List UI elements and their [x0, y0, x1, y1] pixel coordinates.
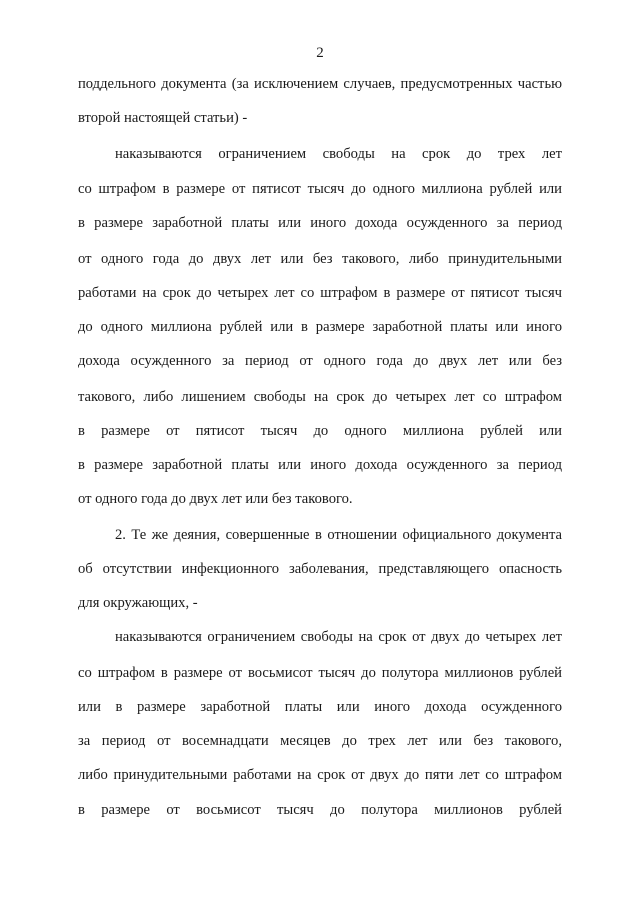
text-line: такового, либо лишением свободы на срок до четырех лет со штрафом [78, 389, 562, 405]
text-line: до одного миллиона рублей или в размере заработной платы или иного [78, 319, 562, 335]
text-line: поддельного документа (за исключением случаев, предусмотренных частью [78, 76, 562, 92]
text-line: в размере заработной платы или иного дохода осужденного за период [78, 457, 562, 473]
text-line: со штрафом в размере от пятисот тысяч до одного миллиона рублей или [78, 181, 562, 197]
text-line: в размере заработной платы или иного дохода осужденного за период [78, 215, 562, 231]
text-line: со штрафом в размере от восьмисот тысяч до полутора миллионов рублей [78, 665, 562, 681]
text-line: в размере от пятисот тысяч до одного миллиона рублей или [78, 423, 562, 439]
text-line: об отсутствии инфекционного заболевания, представляющего опасность [78, 561, 562, 577]
text-line: или в размере заработной платы или иного дохода осужденного [78, 699, 562, 715]
text-line: дохода осужденного за период от одного года до двух лет или без [78, 353, 562, 369]
text-line: от одного года до двух лет или без такового, либо принудительными [78, 251, 562, 267]
text-line: работами на срок до четырех лет со штрафом в размере от пятисот тысяч [78, 285, 562, 301]
text-line: для окружающих, - [78, 595, 198, 611]
text-line: от одного года до двух лет или без такового. [78, 491, 353, 507]
text-line: в размере от восьмисот тысяч до полутора миллионов рублей [78, 802, 562, 818]
text-line: наказываются ограничением свободы на срок до трех лет [115, 146, 562, 162]
text-line: 2. Те же деяния, совершенные в отношении официального документа [115, 527, 562, 543]
page-number: 2 [316, 45, 324, 61]
text-line: за период от восемнадцати месяцев до трех лет или без такового, [78, 733, 562, 749]
text-line: наказываются ограничением свободы на срок от двух до четырех лет [115, 629, 562, 645]
text-line: либо принудительными работами на срок от двух до пяти лет со штрафом [78, 767, 562, 783]
text-line: второй настоящей статьи) - [78, 110, 248, 126]
